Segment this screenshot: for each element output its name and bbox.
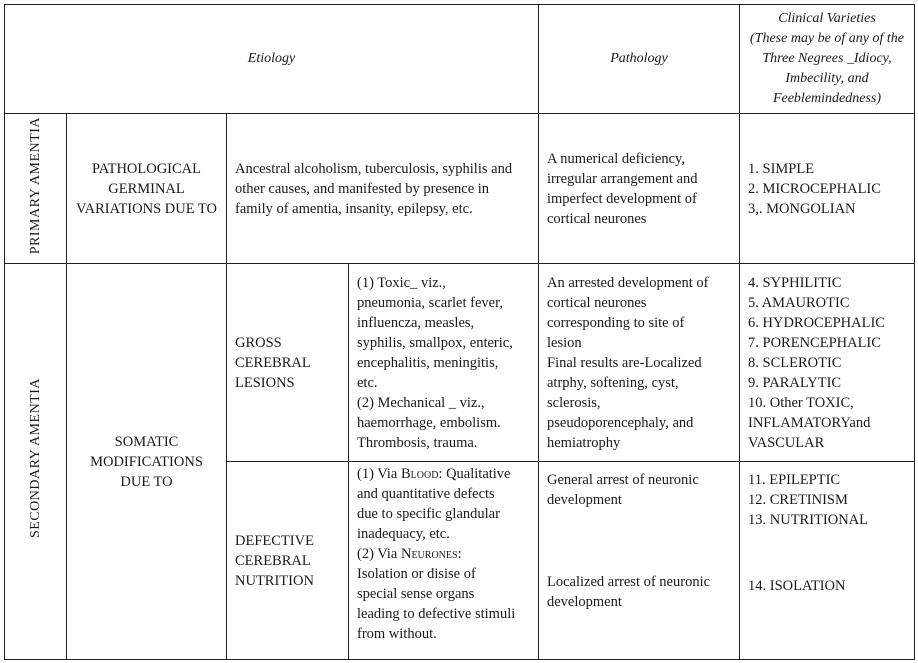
text-line: 3,. MONGOLIAN (748, 200, 856, 217)
text-line: pseudoporencephaly, and (547, 414, 694, 431)
primary-varieties-list (748, 159, 906, 219)
via-neurones-line (357, 544, 530, 564)
defective-varieties-b (748, 576, 906, 596)
defective-nutrition-detail (349, 462, 539, 660)
text-line: 10. Other TOXIC, (748, 394, 854, 411)
text-line: 1. SIMPLE (748, 160, 815, 177)
gross-pathology (539, 264, 740, 462)
text-line: syphilis, smallpox, enteric, (357, 334, 513, 351)
text-line: 7. PORENCEPHALIC (748, 334, 881, 351)
via-blood-line (357, 464, 530, 484)
text-line: haemorrhage, embolism. (357, 414, 501, 431)
text-line: hemiatrophy (547, 434, 621, 451)
text-line: lesion (547, 334, 582, 351)
defective-varieties-a (748, 470, 906, 530)
text-line: and quantitative defects (357, 486, 495, 502)
primary-amentia-label (5, 114, 67, 264)
neurone-lines (357, 564, 530, 644)
text-line: 12. CRETINISM (748, 492, 848, 508)
header-row (5, 5, 915, 114)
text-line: 11. EPILEPTIC (748, 472, 841, 488)
primary-cause: PATHOLOGICAL GERMINAL VARIATIONS DUE TO (67, 114, 227, 264)
primary-varieties (740, 114, 915, 264)
text-line: cortical neurones (547, 294, 647, 311)
gross-varieties (740, 264, 915, 462)
text-line: An arrested development of (547, 274, 709, 291)
text-line: encephalitis, meningitis, (357, 354, 499, 371)
clinical-varieties-header (740, 5, 915, 114)
secondary-amentia-label (5, 264, 67, 660)
text-line: due to specific glandular (357, 506, 500, 522)
text-line: atrphy, softening, cyst, (547, 374, 679, 391)
text-line: 5. AMAUROTIC (748, 294, 850, 311)
defective-pathology (539, 462, 740, 660)
text-line: special sense organs (357, 586, 475, 602)
text-line: 14. ISOLATION (748, 578, 846, 594)
via-neurones-suffix: : (457, 546, 462, 562)
text-line: 13. NUTRITIONAL (748, 512, 869, 528)
defective-nutrition-label: DEFECTIVE CEREBRAL NUTRITION (227, 462, 349, 660)
primary-amentia-text: PRIMARY AMENTIA (28, 116, 43, 255)
via-neurones-prefix: (2) Via (357, 546, 401, 562)
clinical-varieties-lines (743, 9, 911, 109)
primary-pathology: A numerical deficiency, irregular arrangement and imperfect development of cortical neurones (539, 114, 740, 264)
text-line: 9. PARALYTIC (748, 374, 842, 391)
primary-etiology: Ancestral alcoholism, tuberculosis, syphilis and other causes, and manifested by presence in family of amentia, insanity, epilepsy, etc. (227, 114, 539, 264)
text-line: Isolation or disise of (357, 566, 476, 582)
gross-lesions-label: GROSS CEREBRAL LESIONS (227, 264, 349, 462)
text-line: 2. MICROCEPHALIC (748, 180, 881, 197)
text-line: Thrombosis, trauma. (357, 434, 478, 451)
via-neurones-word: Neurones (400, 546, 458, 562)
text-line: Final results are-Localized (547, 354, 702, 371)
text-line: influencza, measles, (357, 314, 475, 331)
text-line: Imbecility, and (785, 71, 869, 86)
text-line: 4. SYPHILITIC (748, 274, 842, 291)
pathology-localized: Localized arrest of neuronic development (547, 574, 711, 610)
etiology-header: Etiology (5, 5, 539, 114)
via-blood-word: Blood (400, 466, 439, 482)
text-line: 6. HYDROCEPHALIC (748, 314, 885, 331)
text-line: Clinical Varieties (778, 11, 876, 26)
text-line: (These may be of any of the (750, 31, 904, 46)
secondary-cause: SOMATIC MODIFICATIONS DUE TO (67, 264, 227, 660)
text-line: Feeblemindedness) (772, 91, 882, 106)
pathology-general: General arrest of neuronic development (547, 472, 699, 508)
primary-amentia-row (5, 114, 915, 264)
gross-lesions-detail (349, 264, 539, 462)
text-line: 8. SCLEROTIC (748, 354, 842, 371)
pathology-spacer (547, 510, 731, 572)
text-line: leading to defective stimuli (357, 606, 516, 622)
gross-pathology-lines (547, 273, 731, 453)
text-line: etc. (357, 374, 378, 391)
amentia-classification-table (4, 4, 915, 660)
gross-lesions-row (5, 264, 915, 462)
text-line: corresponding to site of (547, 314, 685, 331)
gross-varieties-list (748, 273, 906, 453)
text-line: Three Negrees _Idiocy, (762, 51, 892, 66)
text-line: (2) Mechanical _ viz., (357, 394, 485, 411)
blood-lines (357, 484, 530, 544)
via-blood-prefix: (1) Via (357, 466, 401, 482)
text-line: sclerosis, (547, 394, 601, 411)
pathology-header: Pathology (539, 5, 740, 114)
text-line: VASCULAR (748, 434, 825, 451)
varieties-spacer (748, 530, 906, 576)
text-line: pneumonia, scarlet fever, (357, 294, 503, 311)
defective-varieties (740, 462, 915, 660)
secondary-amentia-text: SECONDARY AMENTIA (28, 378, 43, 539)
text-line: (1) Toxic_ viz., (357, 274, 446, 291)
text-line: INFLAMATORYand (748, 414, 871, 431)
via-blood-suffix: : Qualitative (438, 466, 511, 482)
gross-detail-lines (357, 273, 530, 453)
text-line: from without. (357, 626, 437, 642)
text-line: inadequacy, etc. (357, 526, 450, 542)
